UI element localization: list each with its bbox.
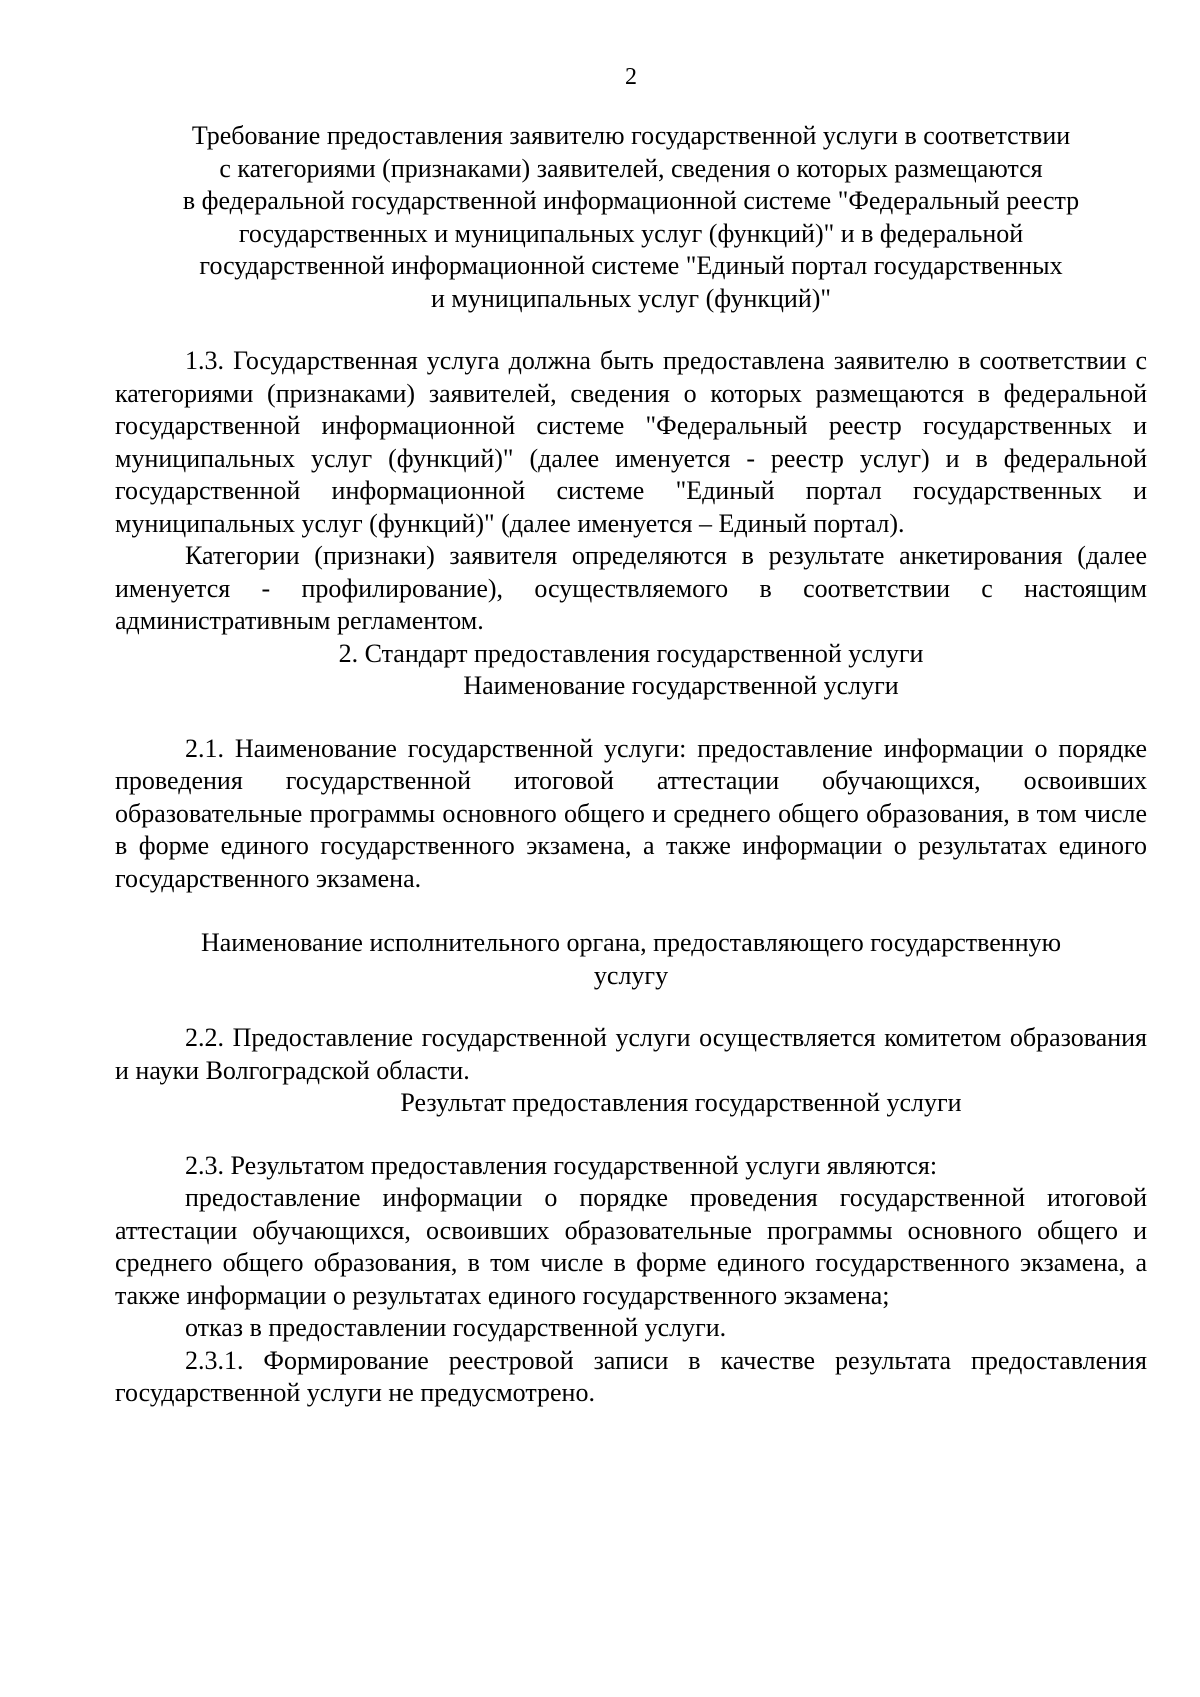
- heading-line: в федеральной государственной информационной системе "Федеральный реестр: [182, 186, 1080, 215]
- subheading-service-name: Наименование государственной услуги: [463, 671, 899, 700]
- paragraph-1-3: 1.3. Государственная услуга должна быть предоставлена заявителю в соответствии с категориями (признаками) заявителей, сведения о которых размещаются в федеральной государственной информационной системе "Федеральный реестр государственных и муниципальных услуг (функций)" (далее именуется - реестр услуг) и в федеральной государственной информационной системе "Единый портал государственных и муниципальных услуг (функций)" (далее именуется – Единый портал).: [115, 346, 1147, 538]
- page-number: 2: [625, 64, 637, 90]
- heading-line: Требование предоставления заявителю государственной услуги в соответствии: [191, 121, 1071, 150]
- paragraph-categories: Категории (признаки) заявителя определяются в результате анкетирования (далее именуется - профилирование), осуществляемого в соответствии с настоящим административным регламентом.: [115, 541, 1147, 635]
- paragraph-2-1: 2.1. Наименование государственной услуги: предоставление информации о порядке проведения государственной итоговой аттестации обучающихся, освоивших образовательные программы основного общего и среднего общего образования, в том числе в форме единого государственного экзамена, а также информации о результатах единого государственного экзамена.: [115, 733, 1147, 893]
- document-page: [115, 62, 1147, 1410]
- paragraph-2-3-refusal: отказ в предоставлении государственной услуги.: [185, 1313, 727, 1342]
- heading-line: и муниципальных услуг (функций)": [430, 283, 832, 313]
- section-2-title: 2. Стандарт предоставления государственной услуги: [338, 638, 924, 668]
- heading-line: услугу: [593, 960, 669, 990]
- paragraph-2-3-1: 2.3.1. Формирование реестровой записи в качестве результата предоставления государственной услуги не предусмотрено.: [115, 1345, 1147, 1407]
- heading-line: государственной информационной системе "Единый портал государственных: [199, 251, 1063, 280]
- subheading-executive-body: [115, 927, 1147, 992]
- paragraph-2-3: 2.3. Результатом предоставления государственной услуги являются:: [185, 1150, 938, 1180]
- subheading-service-result: Результат предоставления государственной услуги: [400, 1088, 962, 1117]
- heading-requirement: [115, 120, 1147, 315]
- paragraph-2-3-result-info: предоставление информации о порядке проведения государственной итоговой аттестации обучающихся, освоивших образовательные программы основного общего и среднего общего образования, в том числе в форме единого государственного экзамена, а также информации о результатах единого государственного экзамена;: [115, 1183, 1147, 1310]
- heading-line: государственных и муниципальных услуг (функций)" и в федеральной: [238, 218, 1024, 248]
- heading-line: с категориями (признаками) заявителей, сведения о которых размещаются: [219, 153, 1043, 183]
- paragraph-2-2: 2.2. Предоставление государственной услуги осуществляется комитетом образования и науки Волгоградской области.: [115, 1023, 1147, 1085]
- heading-line: Наименование исполнительного органа, предоставляющего государственную: [200, 928, 1062, 957]
